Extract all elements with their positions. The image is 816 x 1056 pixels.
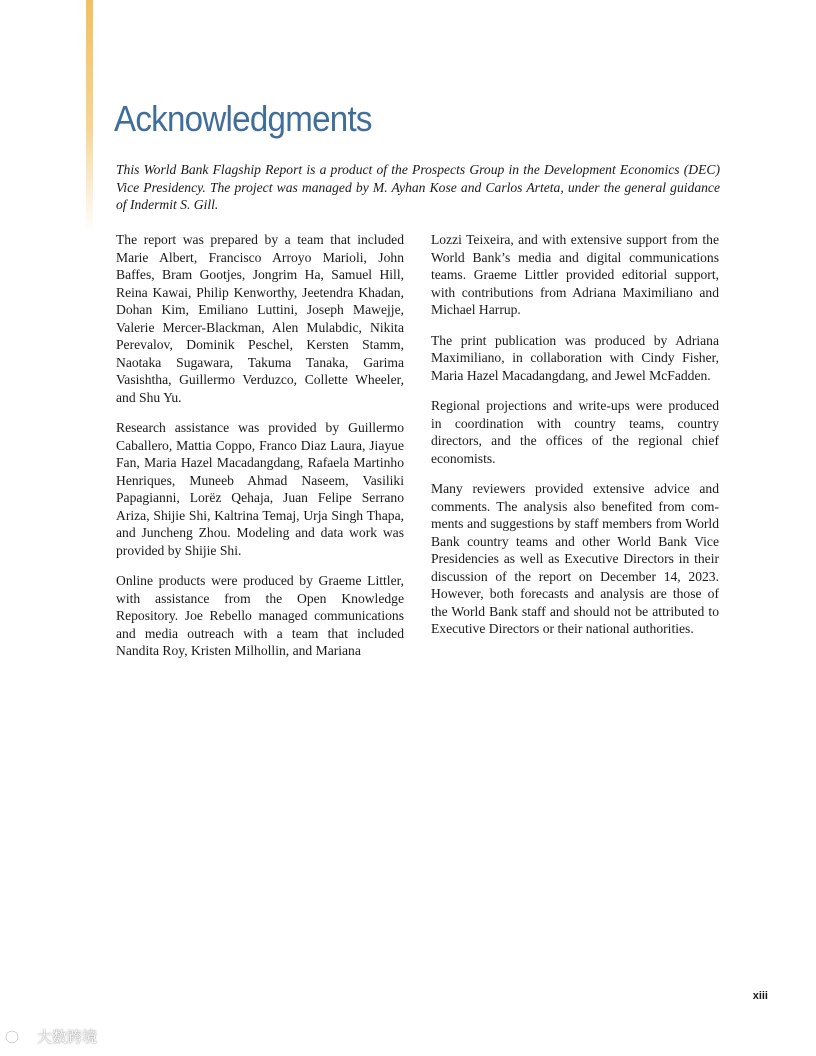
- watermark: [4, 1026, 97, 1047]
- online-products-paragraph: Online products were produced by Graeme Littler, with assistance from the Open Knowledge Repository. Joe Rebello managed communications and media outreach with a team that included Nandita Roy, Kristen Milhollin, and Mariana: [116, 573, 404, 658]
- regional-projections-paragraph: Regional projections and write-ups were produced in coordination with country teams, country directors, and the offices of the regional chief economists.: [431, 398, 719, 466]
- watermark-logo-icon: [4, 1028, 34, 1046]
- research-paragraph: Research assistance was provided by Guillermo Caballero, Mattia Coppo, Franco Diaz Laura, Jiayue Fan, Maria Hazel Macadangdang, Rafaela Martinho Henriques, Muneeb Ahmad Naseem, Vasiliki Papagianni, Lorëz Qehaja, Juan Felipe Serrano Ariza, Shijie Shi, Kaltrina Temaj, Urja Singh Thapa, and Juncheng Zhou. Modeling and data work was provided by Shijie Shi.: [116, 420, 404, 558]
- team-paragraph: The report was prepared by a team that included Marie Albert, Francisco Arroyo Marioli, John Baffes, Bram Gootjes, Jongrim Ha, Samuel Hill, Reina Kawai, Philip Kenworthy, Jeetendra Khadan, Dohan Kim, Emiliano Luttini, Joseph Mawejje, Valerie Mercer-Blackman, Alen Mulabdic, Nikita Perevalov, Dominik Peschel, Kersten Stamm, Naotaka Sugawara, Takuma Tanaka, Garima Vasishtha, Guillermo Verduzco, Collette Wheeler, and Shu Yu.: [116, 232, 404, 405]
- left-column: [116, 231, 404, 673]
- watermark-text: 大数跨境: [37, 1028, 98, 1046]
- right-column: [431, 231, 719, 651]
- reviewers-paragraph: Many reviewers provided extensive advice and comments. The analysis also benefited from comments and suggestions by staff members from World Bank country teams and other World Bank Vice Presidencies as well as Executive Directors in their discussion of the report on December 14, 2023. However, both forecasts and analysis are those of the World Bank staff and should not be attributed to Executive Directors or their national authorities.: [431, 481, 719, 636]
- page-title: Acknowledgments: [114, 98, 372, 139]
- accent-bar: [86, 0, 93, 232]
- page-number: xiii: [752, 990, 768, 1002]
- media-support-paragraph: Lozzi Teixeira, and with extensive support from the World Bank’s media and digital communications teams. Graeme Littler provided editorial support, with contributions from Adriana Maximiliano and Michael Harrup.: [431, 232, 719, 317]
- print-publication-paragraph: The print publication was produced by Adriana Maximiliano, in collaboration with Cindy Fisher, Maria Hazel Macadangdang, and Jewel McFadden.: [431, 332, 719, 383]
- intro-paragraph: This World Bank Flagship Report is a product of the Prospects Group in the Development Economics (DEC) Vice Presidency. The project was managed by M. Ayhan Kose and Carlos Arteta, under the general guidance of Indermit S. Gill.: [116, 162, 720, 213]
